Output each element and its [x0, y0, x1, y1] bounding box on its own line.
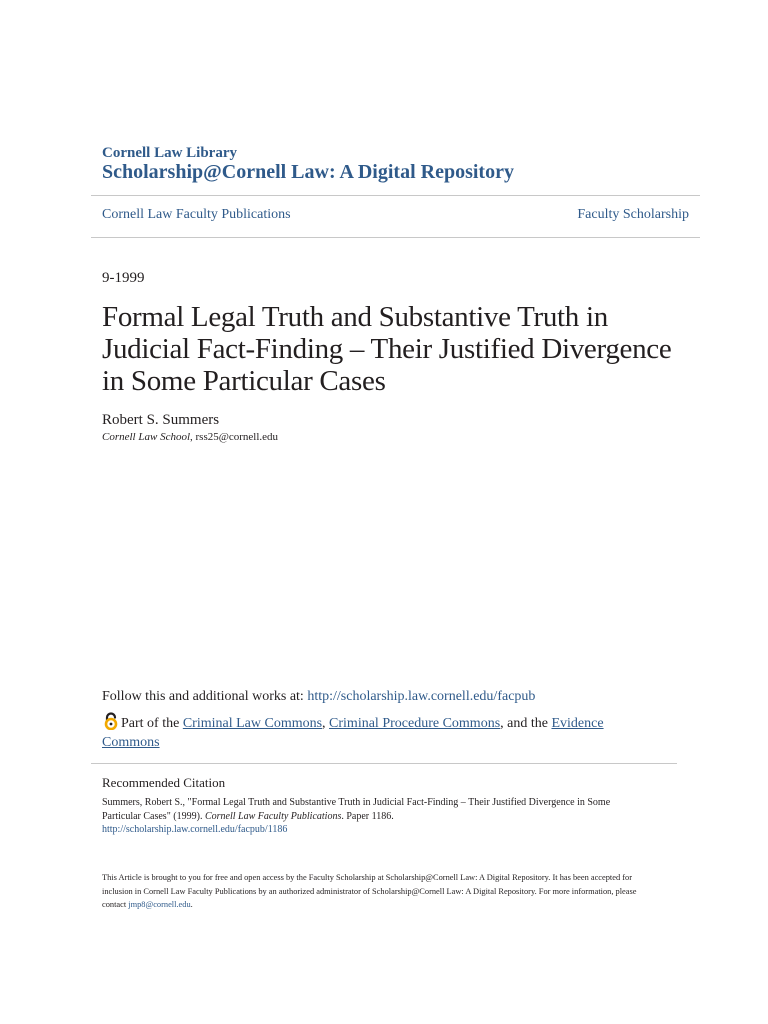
disciplines-separator: ,: [322, 716, 330, 731]
citation-text: Summers, Robert S., "Formal Legal Truth and Substantive Truth in Judicial Fact-Finding – Their Justified Divergence in Some Particular Cases" (1999).: [102, 797, 611, 822]
series-link[interactable]: Faculty Scholarship: [577, 207, 689, 222]
citation-journal: Cornell Law Faculty Publications: [204, 810, 342, 822]
access-notice: [102, 871, 662, 912]
evidence-commons-link[interactable]: Evidence Commons: [102, 716, 604, 750]
disciplines-separator: , and the: [500, 716, 552, 731]
article-title-line: in Some Particular Cases: [102, 365, 386, 397]
contact-email-link[interactable]: jmp8@cornell.edu: [128, 900, 191, 910]
repository-name[interactable]: Scholarship@Cornell Law: A Digital Repository: [102, 161, 514, 183]
follow-line: [102, 689, 535, 705]
citation-divider: [91, 763, 677, 764]
article-title: [102, 301, 702, 397]
publication-date: 9-1999: [102, 270, 145, 286]
citation-url-link[interactable]: http://scholarship.law.cornell.edu/facpub/1186: [102, 824, 288, 835]
open-access-icon: [102, 712, 120, 730]
follow-label: Follow this and additional works at:: [102, 689, 308, 704]
disciplines-line: [102, 712, 642, 752]
recommended-citation: [102, 796, 647, 837]
author-affiliation: [102, 431, 278, 443]
disciplines-prefix: Part of the: [121, 716, 183, 731]
notice-text: This Article is brought to you for free and open access by the Faculty Scholarship at Scholarship@Cornell Law: A Digital Repository. It has been accepted for inclusion in Cornell Law Faculty Publications by an authorized administrator of Scholarship@Cornell Law: A Digital Repository. For more information, please contact: [102, 873, 637, 910]
collection-link[interactable]: Cornell Law Faculty Publications: [102, 207, 291, 222]
criminal-procedure-commons-link[interactable]: Criminal Procedure Commons: [329, 716, 501, 731]
citation-heading: Recommended Citation: [102, 775, 226, 790]
criminal-law-commons-link[interactable]: Criminal Law Commons: [182, 716, 323, 731]
library-name[interactable]: Cornell Law Library: [102, 145, 237, 161]
nav-divider: [91, 237, 700, 238]
article-title-line: Formal Legal Truth and Substantive Truth in: [102, 301, 608, 333]
affiliation-school: Cornell Law School: [102, 431, 191, 443]
notice-end: .: [190, 900, 193, 910]
header-divider: [91, 195, 700, 196]
follow-url-link[interactable]: http://scholarship.law.cornell.edu/facpub: [307, 689, 536, 704]
author-name: Robert S. Summers: [102, 412, 220, 428]
article-title-line: Judicial Fact-Finding – Their Justified Divergence: [102, 333, 672, 365]
citation-paper: . Paper 1186.: [341, 810, 394, 822]
affiliation-email: , rss25@cornell.edu: [190, 431, 279, 443]
